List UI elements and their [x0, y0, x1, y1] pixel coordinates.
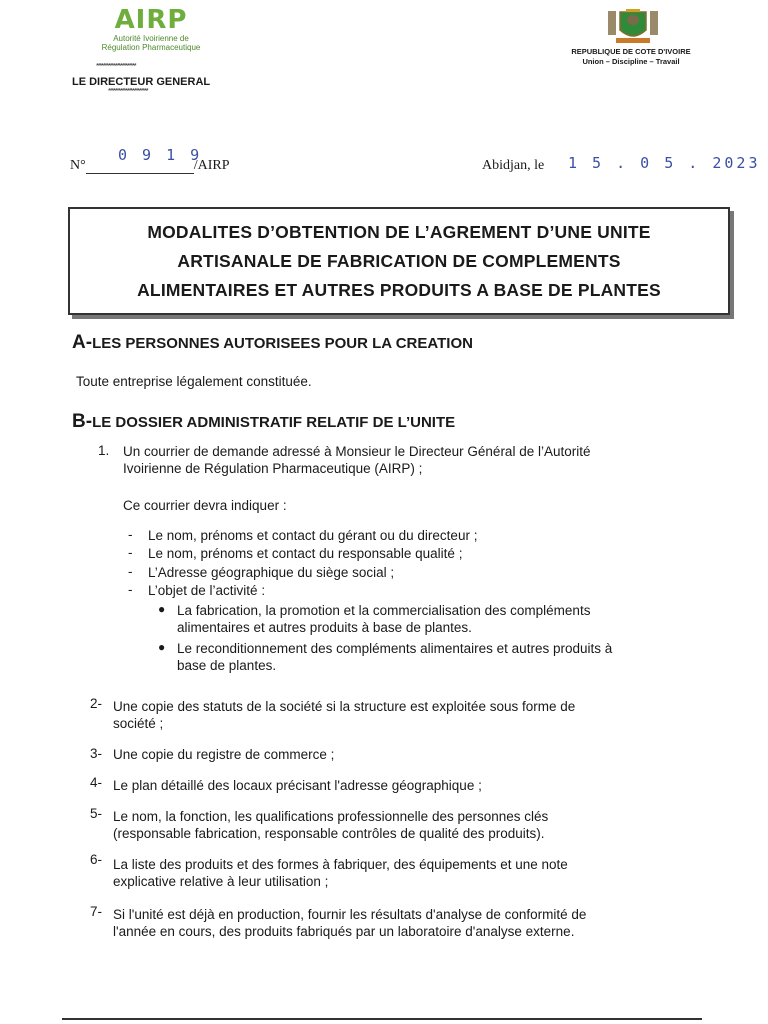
logo-text: AIRP [114, 5, 188, 35]
section-a-title: LES PERSONNES AUTORISEES POUR LA CREATION [92, 335, 473, 352]
bullet-1-line-1: La fabrication, la promotion et la commercialisation des compléments [177, 603, 591, 618]
coat-of-arms-icon [606, 8, 660, 51]
title-line-3: ALIMENTAIRES ET AUTRES PRODUITS A BASE DE PLANTES [137, 279, 661, 300]
reference-suffix: /AIRP [193, 158, 230, 173]
dash-marker: - [128, 564, 133, 579]
republic-name: REPUBLIQUE DE COTE D'IVOIRE [571, 47, 691, 56]
republic-header [556, 47, 706, 67]
item-5-line-1: Le nom, la fonction, les qualifications professionnelle des personnes clés [113, 809, 549, 824]
letter-intro: Ce courrier devra indiquer : [123, 498, 287, 513]
airp-logo [76, 6, 226, 52]
date-place: Abidjan, le [482, 158, 545, 173]
item-1-line-1: Un courrier de demande adressé à Monsieur le Directeur Général de l’Autorité [123, 444, 591, 459]
section-a-text: Toute entreprise légalement constituée. [76, 374, 312, 389]
dash-item-1: Le nom, prénoms et contact du gérant ou du directeur ; [148, 528, 478, 543]
item-6-line-1: La liste des produits et des formes à fabriquer, des équipements et une note [113, 857, 568, 872]
item-4-number: 4- [90, 775, 103, 790]
item-1-text [123, 443, 723, 477]
title-box [68, 207, 730, 315]
dash-item-4: L’objet de l’activité : [148, 583, 266, 598]
item-7-line-1: Si l'unité est déjà en production, fournir les résultats d'analyse de conformité de [113, 907, 587, 922]
republic-motto: Union – Discipline – Travail [582, 57, 680, 66]
document-title [137, 218, 661, 305]
item-5-text [113, 808, 717, 842]
section-b-letter: B- [72, 411, 93, 432]
section-a-heading [72, 332, 473, 354]
reference-number-stamp: 0 9 1 9 [118, 146, 203, 164]
dash-marker: - [128, 545, 133, 560]
item-6-number: 6- [90, 852, 103, 867]
item-2-text [113, 698, 717, 732]
bullet-1-line-2: alimentaires et autres produits à base de plantes. [177, 620, 472, 635]
bullet-marker: ● [158, 602, 166, 616]
logo-subtitle-2: Régulation Pharmaceutique [101, 43, 201, 52]
item-3-number: 3- [90, 746, 103, 761]
item-3-text: Une copie du registre de commerce ; [113, 747, 335, 762]
bullet-2-line-1: Le reconditionnement des compléments alimentaires et autres produits à [177, 641, 613, 656]
date-stamp: 1 5 . 0 5 . 2023 [568, 154, 761, 172]
dash-marker: - [128, 527, 133, 542]
section-b-heading [72, 411, 455, 433]
director-general-title: LE DIRECTEUR GENERAL [72, 76, 211, 88]
item-2-number: 2- [90, 696, 103, 711]
dash-item-3: L’Adresse géographique du siège social ; [148, 565, 395, 580]
dash-item-2: Le nom, prénoms et contact du responsable qualité ; [148, 546, 463, 561]
section-a-letter: A- [72, 332, 93, 353]
item-1-line-2: Ivoirienne de Régulation Pharmaceutique (AIRP) ; [123, 461, 423, 476]
bullet-2-line-2: base de plantes. [177, 658, 277, 673]
footer-divider [62, 1018, 702, 1020]
item-7-text [113, 906, 717, 940]
separator-stars: *********************** [96, 63, 136, 70]
reference-prefix: N° [70, 158, 86, 173]
separator-stars-dg: *********************** [108, 88, 148, 95]
title-line-2: ARTISANALE DE FABRICATION DE COMPLEMENTS [177, 250, 621, 271]
item-5-line-2: (responsable fabrication, responsable contrôles de qualité des produits). [113, 826, 545, 841]
item-6-text [113, 856, 717, 890]
item-2-line-2: société ; [113, 716, 164, 731]
title-line-1: MODALITES D’OBTENTION DE L’AGREMENT D’UNE UNITE [147, 221, 651, 242]
section-b-title: LE DOSSIER ADMINISTRATIF RELATIF DE L’UNITE [92, 414, 456, 431]
item-7-line-2: l'année en cours, des produits fabriqués par un laboratoire d'analyse externe. [113, 924, 575, 939]
item-4-text: Le plan détaillé des locaux précisant l'adresse géographique ; [113, 778, 482, 793]
item-6-line-2: explicative relative à leur utilisation ; [113, 874, 329, 889]
bullet-marker: ● [158, 640, 166, 654]
bullet-item-2 [177, 640, 727, 674]
logo-subtitle-1: Autorité Ivoirienne de [113, 34, 189, 43]
dash-marker: - [128, 582, 133, 597]
item-1-number: 1. [98, 443, 110, 458]
item-7-number: 7- [90, 904, 103, 919]
item-2-line-1: Une copie des statuts de la société si la structure est exploitée sous forme de [113, 699, 576, 714]
item-5-number: 5- [90, 806, 103, 821]
bullet-item-1 [177, 602, 725, 636]
